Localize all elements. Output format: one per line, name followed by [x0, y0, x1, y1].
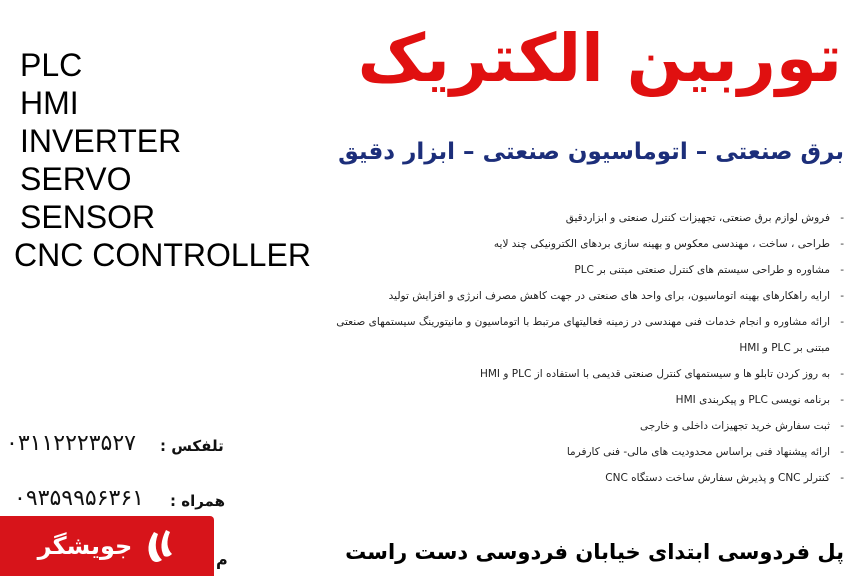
- watermark-text: جویشگر: [37, 532, 133, 560]
- service-item: - ثبت سفارش خرید تجهیزات داخلی و خارجی: [334, 413, 844, 439]
- service-item: - ارائه مشاوره و انجام خدمات فنی مهندسی در زمینه فعالیتهای مرتبط با اتوماسیون و مانیتورینگ سیستمهای صنعتی مبتنی بر PLC و HMI: [334, 309, 844, 361]
- product-item: PLC: [20, 47, 83, 83]
- product-item: CNC CONTROLLER: [14, 237, 311, 273]
- mobile-label: همراه :: [170, 492, 226, 510]
- product-item: SENSOR: [20, 199, 156, 235]
- services-list: [334, 205, 844, 491]
- phone-number: ۰۳۱۱۲۲۲۳۵۲۷: [6, 431, 136, 456]
- service-item: - برنامه نویسی PLC و پیکربندی HMI: [334, 387, 844, 413]
- stray-mark: م: [216, 550, 228, 569]
- service-item: - کنترلر CNC و پذیرش سفارش ساخت دستگاه CNC: [334, 465, 844, 491]
- product-item: HMI: [20, 85, 79, 121]
- service-item: - طراحی ، ساخت ، مهندسی معکوس و بهینه سازی بردهای الکترونیکی چند لایه: [334, 231, 844, 257]
- service-item: - ارایه راهکارهای بهینه اتوماسیون، برای واحد های صنعتی در جهت کاهش مصرف انرژی و افزایش تولید: [334, 283, 844, 309]
- service-item: - مشاوره و طراحی سیستم های کنترل صنعتی مبتنی بر PLC: [334, 257, 844, 283]
- company-tagline: برق صنعتی – اتوماسیون صنعتی – ابزار دقیق: [338, 139, 844, 165]
- mobile-number: ۰۹۳۵۹۹۵۶۳۶۱: [14, 486, 144, 511]
- jooyeshgar-watermark: [0, 516, 214, 576]
- phone-label: تلفکس :: [160, 437, 224, 455]
- service-item: - ارائه پیشنهاد فنی براساس محدودیت های مالی- فنی کارفرما: [334, 439, 844, 465]
- company-name: توربین الکتریک: [357, 20, 842, 97]
- product-item: INVERTER: [20, 123, 182, 159]
- service-item: - فروش لوازم برق صنعتی، تجهیزات کنترل صنعتی و ابزاردقیق: [334, 205, 844, 231]
- address-text: پل فردوسی ابتدای خیابان فردوسی دست راست: [345, 540, 844, 564]
- product-item: SERVO: [20, 161, 132, 197]
- product-list: [14, 46, 311, 274]
- jooyeshgar-logo-icon: [142, 526, 176, 566]
- service-item: - به روز کردن تابلو ها و سیستمهای کنترل صنعتی قدیمی با استفاده از PLC و HMI: [334, 361, 844, 387]
